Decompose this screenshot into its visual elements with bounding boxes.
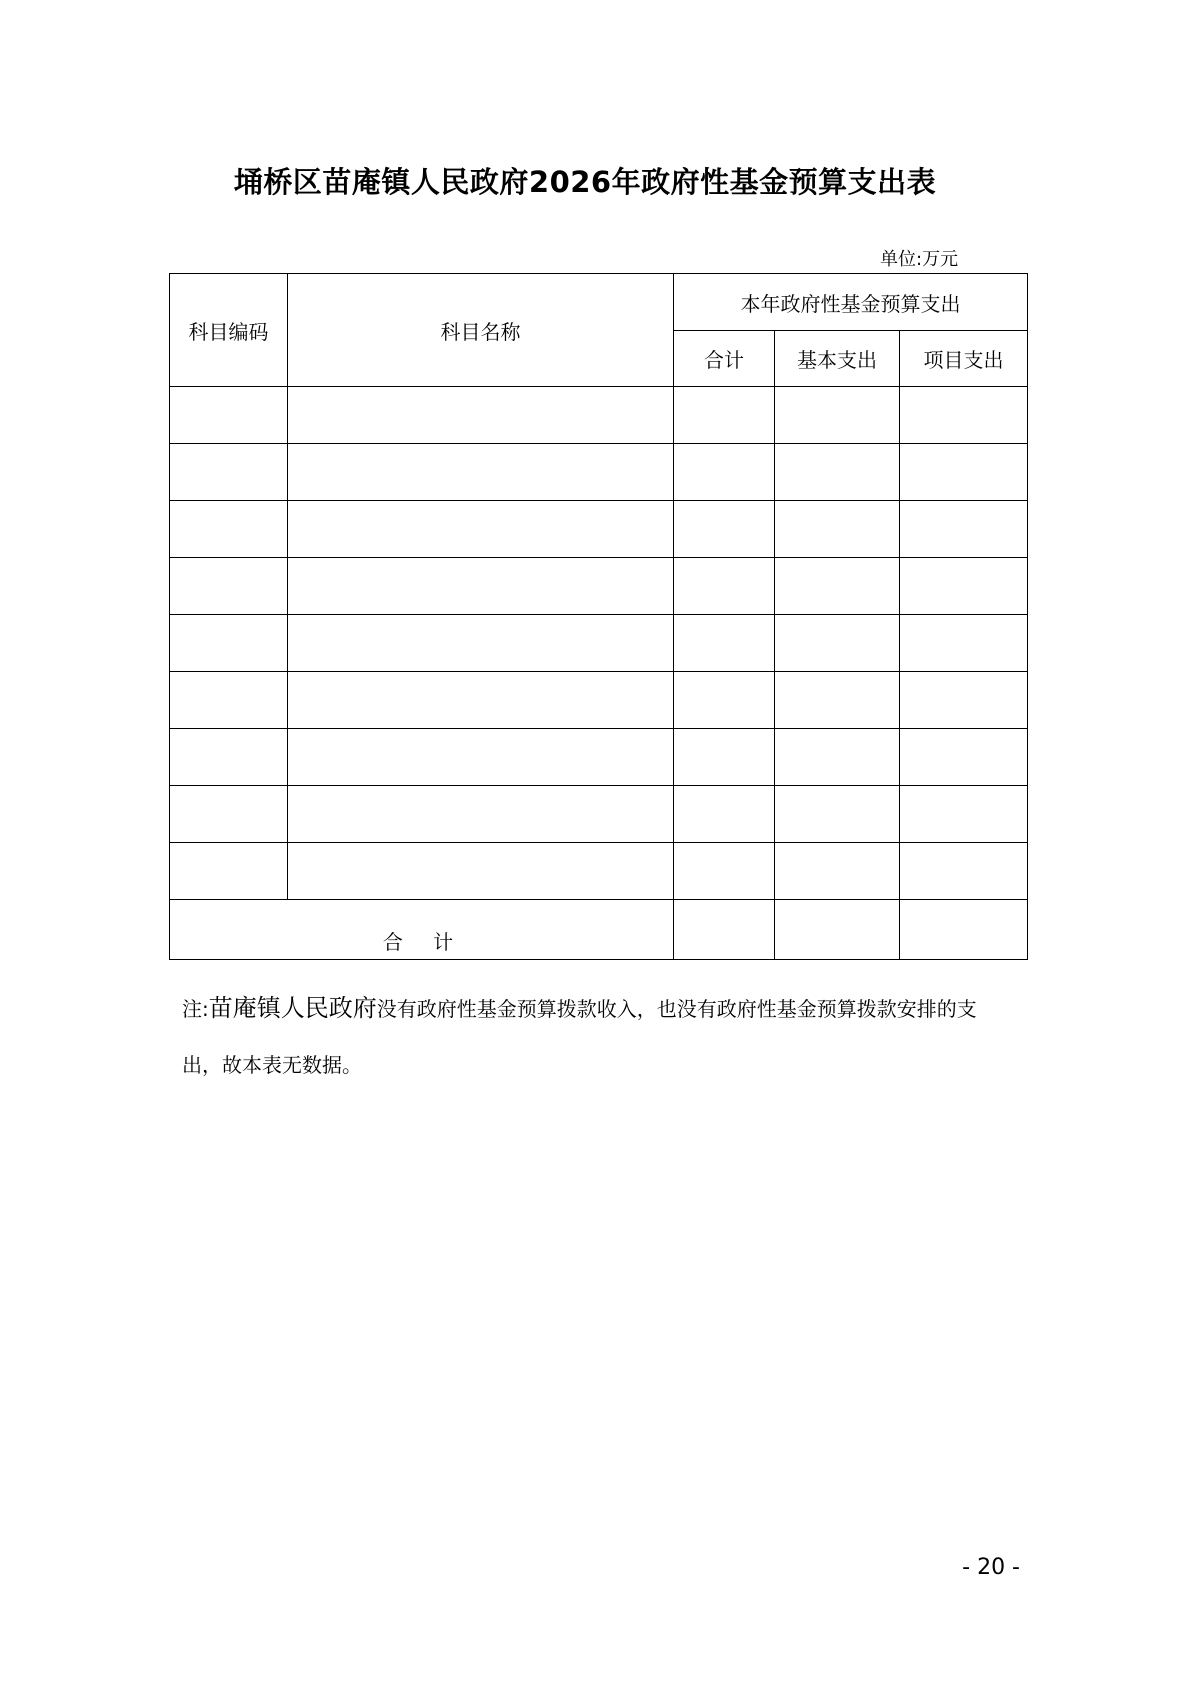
header-basic-expenditure: 基本支出 — [775, 331, 900, 387]
table-row — [170, 615, 1028, 672]
cell-subject-name — [288, 729, 674, 786]
table-row — [170, 729, 1028, 786]
table-row — [170, 672, 1028, 729]
table-row — [170, 444, 1028, 501]
cell-project-expenditure — [900, 444, 1028, 501]
cell-basic-expenditure — [775, 615, 900, 672]
cell-project-expenditure — [900, 387, 1028, 444]
cell-total — [674, 444, 775, 501]
total-cell-basic — [775, 900, 900, 960]
header-total: 合计 — [674, 331, 775, 387]
cell-basic-expenditure — [775, 501, 900, 558]
footnote-entity: 苗庵镇人民政府 — [208, 994, 377, 1022]
budget-table — [169, 273, 1028, 960]
header-subject-code: 科目编码 — [170, 274, 288, 387]
cell-project-expenditure — [900, 558, 1028, 615]
cell-project-expenditure — [900, 672, 1028, 729]
cell-subject-name — [288, 387, 674, 444]
cell-total — [674, 387, 775, 444]
cell-total — [674, 558, 775, 615]
cell-subject-code — [170, 558, 288, 615]
table-body — [170, 387, 1028, 900]
cell-subject-code — [170, 501, 288, 558]
table-row — [170, 786, 1028, 843]
cell-subject-code — [170, 729, 288, 786]
table-row — [170, 387, 1028, 444]
cell-subject-code — [170, 672, 288, 729]
cell-total — [674, 843, 775, 900]
table-total-row — [170, 900, 1028, 960]
cell-subject-name — [288, 558, 674, 615]
cell-subject-name — [288, 444, 674, 501]
cell-subject-code — [170, 387, 288, 444]
table-row — [170, 501, 1028, 558]
cell-total — [674, 672, 775, 729]
cell-project-expenditure — [900, 786, 1028, 843]
page-number: - 20 - — [962, 1555, 1020, 1580]
total-cell-total — [674, 900, 775, 960]
cell-project-expenditure — [900, 615, 1028, 672]
cell-project-expenditure — [900, 729, 1028, 786]
cell-subject-code — [170, 444, 288, 501]
total-label: 合 计 — [170, 900, 674, 960]
header-project-expenditure: 项目支出 — [900, 331, 1028, 387]
cell-subject-code — [170, 786, 288, 843]
cell-total — [674, 615, 775, 672]
total-cell-project — [900, 900, 1028, 960]
cell-total — [674, 501, 775, 558]
table-row — [170, 558, 1028, 615]
cell-basic-expenditure — [775, 729, 900, 786]
cell-subject-code — [170, 615, 288, 672]
cell-total — [674, 729, 775, 786]
footnote-prefix: 注: — [182, 997, 209, 1021]
cell-subject-name — [288, 615, 674, 672]
cell-basic-expenditure — [775, 444, 900, 501]
cell-subject-name — [288, 843, 674, 900]
table-row — [170, 843, 1028, 900]
cell-project-expenditure — [900, 501, 1028, 558]
cell-basic-expenditure — [775, 786, 900, 843]
unit-label: 单位:万元 — [880, 249, 959, 270]
cell-subject-name — [288, 672, 674, 729]
cell-basic-expenditure — [775, 558, 900, 615]
cell-subject-code — [170, 843, 288, 900]
cell-basic-expenditure — [775, 387, 900, 444]
cell-basic-expenditure — [775, 843, 900, 900]
header-subject-name: 科目名称 — [288, 274, 674, 387]
table-header-row — [170, 274, 1028, 331]
cell-project-expenditure — [900, 843, 1028, 900]
cell-subject-name — [288, 501, 674, 558]
footnote — [182, 980, 1002, 1093]
header-group-expenditure: 本年政府性基金预算支出 — [674, 274, 1028, 331]
footnote-text: 没有政府性基金预算拨款收入，也没有政府性基金预算拨款安排的支出，故本表无数据。 — [182, 997, 977, 1077]
page-title: 埇桥区苗庵镇人民政府2026年政府性基金预算支出表 — [233, 165, 937, 199]
cell-basic-expenditure — [775, 672, 900, 729]
cell-total — [674, 786, 775, 843]
cell-subject-name — [288, 786, 674, 843]
